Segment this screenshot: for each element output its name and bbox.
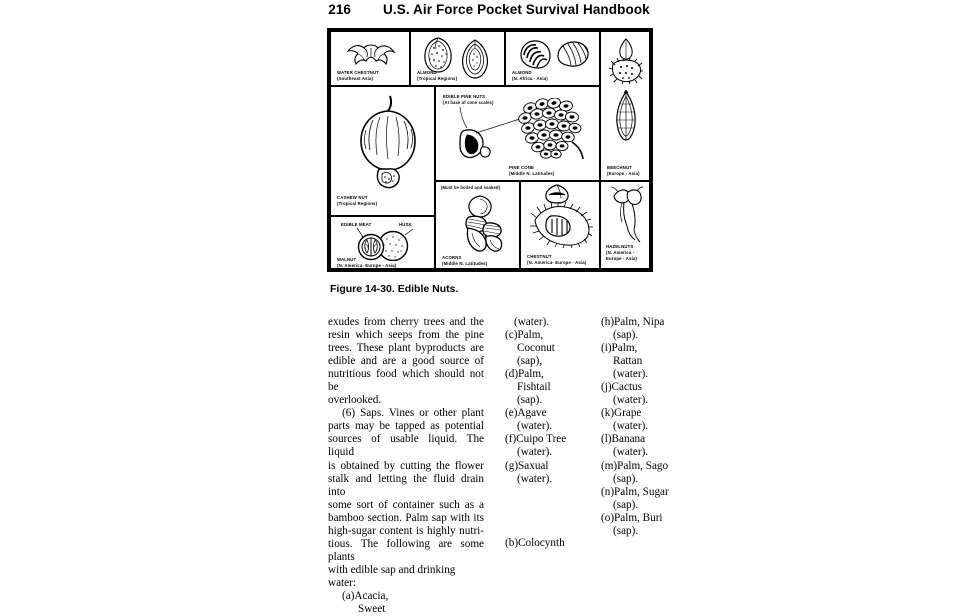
panel-water-chestnut xyxy=(330,31,410,86)
panel-walnut xyxy=(330,216,435,269)
list-item: (f)Cuipo Tree xyxy=(505,433,567,446)
label-cashew-region: (Tropical Regions) xyxy=(337,201,378,206)
line: stalk and letting the fluid drain into xyxy=(328,472,484,498)
list-item: (b)Colocynth xyxy=(505,537,565,549)
list-item: (sap), xyxy=(517,355,543,368)
label-pine-nuts-region: (At base of cone scales) xyxy=(443,100,494,105)
list-item: Fishtail xyxy=(517,381,551,394)
list-item: (sap). xyxy=(613,524,639,537)
list-item: Rattan xyxy=(613,355,643,368)
line: sources of usable liquid. The liquid xyxy=(328,433,484,459)
plant-item-b xyxy=(505,537,600,550)
line: with edible sap and drinking water: xyxy=(328,563,456,589)
list-item: (water). xyxy=(517,420,553,433)
cashew-apple-illustration xyxy=(349,93,421,193)
list-item: (sap). xyxy=(517,394,543,407)
pine-cone-illustration xyxy=(516,98,586,162)
line: bamboo section. Palm sap with its xyxy=(328,511,484,524)
label-acorns-region: (Middle N. Latitudes) xyxy=(442,261,488,266)
label-hazelnuts-region-line2: Europe - Asia) xyxy=(606,256,638,261)
list-item: (k)Grape xyxy=(601,407,642,420)
label-walnut-edible-meat: EDIBLE MEAT xyxy=(341,222,372,227)
label-hazelnuts-region-line1: (N. America - xyxy=(606,250,635,255)
list-item: (sap). xyxy=(613,329,639,342)
label-pine-nuts-name: EDIBLE PINE NUTS xyxy=(443,94,486,99)
list-item: (water). xyxy=(517,446,553,459)
line: overlooked. xyxy=(328,394,382,407)
line: high-sugar content is highly nutri- xyxy=(328,524,484,537)
almond-tropical-kernel-illustration xyxy=(459,39,491,79)
line: edible and are a good source of xyxy=(328,355,484,368)
chestnut-top-illustration xyxy=(541,184,573,204)
label-almond-tropical-region: (Tropical Regions) xyxy=(417,76,458,81)
label-chestnut-name: CHESTNUT xyxy=(527,254,552,259)
list-item: (water). xyxy=(613,446,649,459)
line: resin which seeps from the pine xyxy=(328,329,484,342)
list-item: (water). xyxy=(514,316,550,328)
almond-nafrica-shell-illustration xyxy=(516,39,552,69)
figure-grid xyxy=(330,31,650,269)
line: (6) Saps. Vines or other plant xyxy=(342,407,484,420)
label-cashew-name: CASHEW NUT xyxy=(337,195,368,200)
paragraph-saps xyxy=(328,407,484,590)
beechnut-seed-illustration xyxy=(618,38,634,60)
list-item: (i)Palm, xyxy=(601,342,638,355)
label-acorns-name: ACORNS xyxy=(442,255,462,260)
label-walnut-name: WALNUT xyxy=(337,257,357,262)
label-walnut-husk: HUSK xyxy=(399,222,412,227)
list-item: (water). xyxy=(613,368,649,381)
label-chestnut-region: (N. America- Europe - Asia) xyxy=(527,260,587,265)
list-item: (water). xyxy=(613,394,649,407)
plant-item-a: (a)Acacia, xyxy=(342,589,389,602)
chestnut-burr-illustration xyxy=(527,202,593,248)
panel-cashew-nut xyxy=(330,86,435,216)
list-item: (o)Palm, Buri xyxy=(601,511,663,524)
panel-beechnut xyxy=(600,31,650,181)
list-item: (l)Banana xyxy=(601,433,646,446)
plant-list-column-middle xyxy=(505,316,585,486)
line: exudes from cherry trees and the xyxy=(328,316,484,328)
list-item: (m)Palm, Sago xyxy=(601,459,669,472)
line: some sort of container such as a xyxy=(328,498,484,511)
label-almond-nafrica-name: ALMOND xyxy=(512,70,532,75)
label-pine-cone-name: PINE CONE xyxy=(509,165,534,170)
list-item: (sap). xyxy=(613,472,639,485)
label-water-chestnut-name: WATER CHESTNUT xyxy=(337,70,379,75)
beechnut-illustration xyxy=(614,90,638,142)
figure-edible-nuts xyxy=(327,28,653,272)
beechnut-burr-illustration xyxy=(609,58,643,84)
line: tious. The following are some plants xyxy=(328,537,484,563)
panel-pine-nuts xyxy=(435,86,600,181)
line: is obtained by cutting the flower xyxy=(328,459,484,472)
water-chestnut-illustration xyxy=(345,41,397,67)
hazelnuts-illustration xyxy=(610,186,644,244)
label-almond-nafrica-region: (N. Africa - Asia) xyxy=(512,76,548,81)
book-title: U.S. Air Force Pocket Survival Handbook xyxy=(383,2,650,17)
label-almond-tropical-name: ALMOND xyxy=(417,70,437,75)
label-acorn-boil-note: (Must be boiled and soaked) xyxy=(441,185,501,190)
list-item: (h)Palm, Nipa xyxy=(601,316,665,328)
list-item: Coconut xyxy=(517,342,555,355)
pine-nut-pointer-line xyxy=(458,107,472,129)
panel-chestnut xyxy=(520,181,600,269)
running-head xyxy=(0,2,978,17)
label-hazelnuts-name: HAZELNUTS xyxy=(606,244,634,249)
list-item: (water). xyxy=(517,472,553,485)
list-item: (n)Palm, Sugar xyxy=(601,485,669,498)
label-walnut-region: (N. America- Europe - Asia) xyxy=(337,263,397,268)
panel-almond-nafrica xyxy=(505,31,600,86)
paragraph-byproducts xyxy=(328,316,484,407)
walnut-illustration xyxy=(343,227,425,261)
plant-list-column-right xyxy=(601,316,696,538)
acorns-illustration xyxy=(454,195,508,253)
panel-acorn-note xyxy=(435,181,520,193)
line: parts may be tapped as potential xyxy=(328,420,484,433)
page-number: 216 xyxy=(328,2,352,17)
almond-tropical-illustration xyxy=(421,37,455,73)
list-item: (water). xyxy=(613,420,649,433)
list-item: (g)Saxual xyxy=(505,459,549,472)
list-item: (d)Palm, xyxy=(505,368,544,381)
panel-hazelnuts xyxy=(600,181,650,269)
plant-item-a-cont: Sweet xyxy=(358,603,386,616)
body-text-column xyxy=(328,316,484,616)
list-item: (c)Palm, xyxy=(505,329,544,342)
line: nutritious food which should not be xyxy=(328,368,484,394)
figure-caption: Figure 14-30. Edible Nuts. xyxy=(330,283,459,295)
list-item: (j)Cactus xyxy=(601,381,643,394)
almond-nafrica-kernel-illustration xyxy=(556,40,590,68)
label-water-chestnut-region: (Southeast Asia) xyxy=(337,76,374,81)
label-pine-cone-region: (Middle N. Latitudes) xyxy=(509,171,555,176)
label-beechnut-name: BEECHNUT xyxy=(607,165,633,170)
list-item: (e)Agave xyxy=(505,407,547,420)
label-beechnut-region: (Europe - Asia) xyxy=(607,171,640,176)
line: trees. These plant byproducts are xyxy=(328,342,484,355)
panel-almond-tropical xyxy=(410,31,505,86)
panel-acorns xyxy=(435,193,520,269)
list-item: (sap). xyxy=(613,498,639,511)
